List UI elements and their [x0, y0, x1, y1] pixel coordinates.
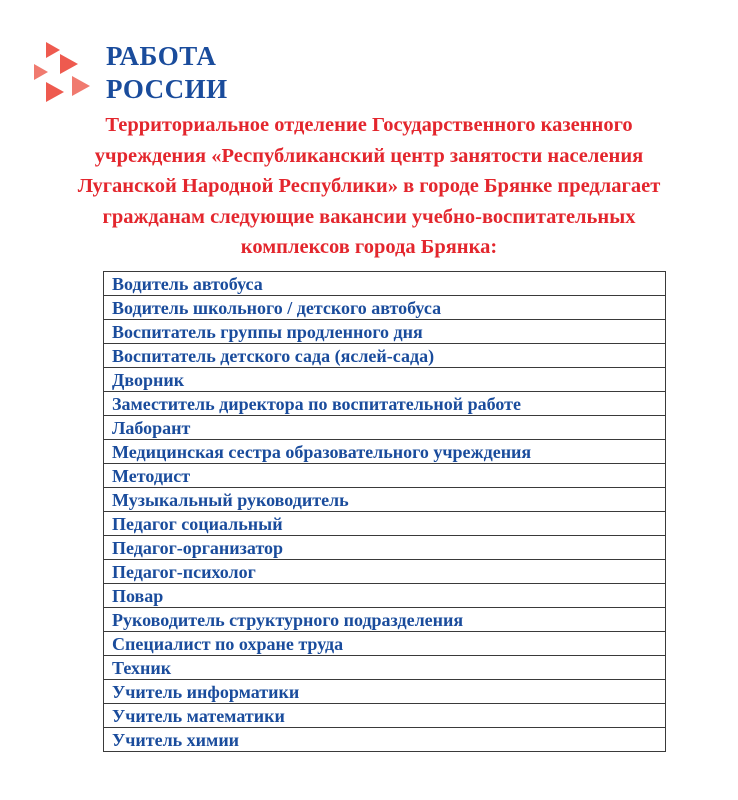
vacancy-cell: Педагог-организатор [104, 536, 666, 560]
vacancy-cell: Специалист по охране труда [104, 632, 666, 656]
heading-line: комплексов города Брянка: [240, 236, 498, 258]
vacancy-cell: Воспитатель группы продленного дня [104, 320, 666, 344]
vacancy-cell: Техник [104, 656, 666, 680]
brand-name [106, 40, 228, 106]
brand-line-1: РАБОТА [106, 41, 217, 71]
vacancy-cell: Заместитель директора по воспитательной работе [104, 392, 666, 416]
table-row [104, 512, 666, 536]
table-row [104, 416, 666, 440]
vacancy-cell: Водитель школьного / детского автобуса [104, 296, 666, 320]
announcement-heading [20, 110, 718, 263]
table-row [104, 368, 666, 392]
heading-line: Луганской Народной Республики» в городе Брянке предлагает [77, 175, 661, 197]
table-row [104, 488, 666, 512]
arrows-logo-icon [32, 40, 94, 110]
heading-line: Территориальное отделение Государственного казенного [105, 114, 633, 136]
vacancy-cell: Педагог-психолог [104, 560, 666, 584]
table-row [104, 536, 666, 560]
table-row [104, 704, 666, 728]
table-row [104, 632, 666, 656]
table-row [104, 464, 666, 488]
vacancy-cell: Лаборант [104, 416, 666, 440]
vacancies-table [103, 271, 666, 752]
vacancy-cell: Учитель математики [104, 704, 666, 728]
vacancy-cell: Учитель информатики [104, 680, 666, 704]
table-row [104, 344, 666, 368]
table-row [104, 440, 666, 464]
table-row [104, 296, 666, 320]
vacancy-cell: Руководитель структурного подразделения [104, 608, 666, 632]
vacancy-cell: Учитель химии [104, 728, 666, 752]
vacancy-cell: Медицинская сестра образовательного учреждения [104, 440, 666, 464]
table-row [104, 392, 666, 416]
vacancy-cell: Дворник [104, 368, 666, 392]
vacancy-cell: Методист [104, 464, 666, 488]
heading-line: учреждения «Республиканский центр занятости населения [94, 144, 644, 167]
table-row [104, 584, 666, 608]
heading-line: гражданам следующие вакансии учебно-воспитательных [102, 205, 636, 228]
table-row [104, 272, 666, 296]
table-row [104, 680, 666, 704]
table-row [104, 560, 666, 584]
table-row [104, 728, 666, 752]
table-row [104, 656, 666, 680]
vacancy-cell: Воспитатель детского сада (яслей-сада) [104, 344, 666, 368]
vacancy-cell: Водитель автобуса [104, 272, 666, 296]
brand-line-2: РОССИИ [106, 74, 228, 104]
table-row [104, 608, 666, 632]
vacancy-cell: Педагог социальный [104, 512, 666, 536]
vacancy-cell: Музыкальный руководитель [104, 488, 666, 512]
vacancy-cell: Повар [104, 584, 666, 608]
table-row [104, 320, 666, 344]
